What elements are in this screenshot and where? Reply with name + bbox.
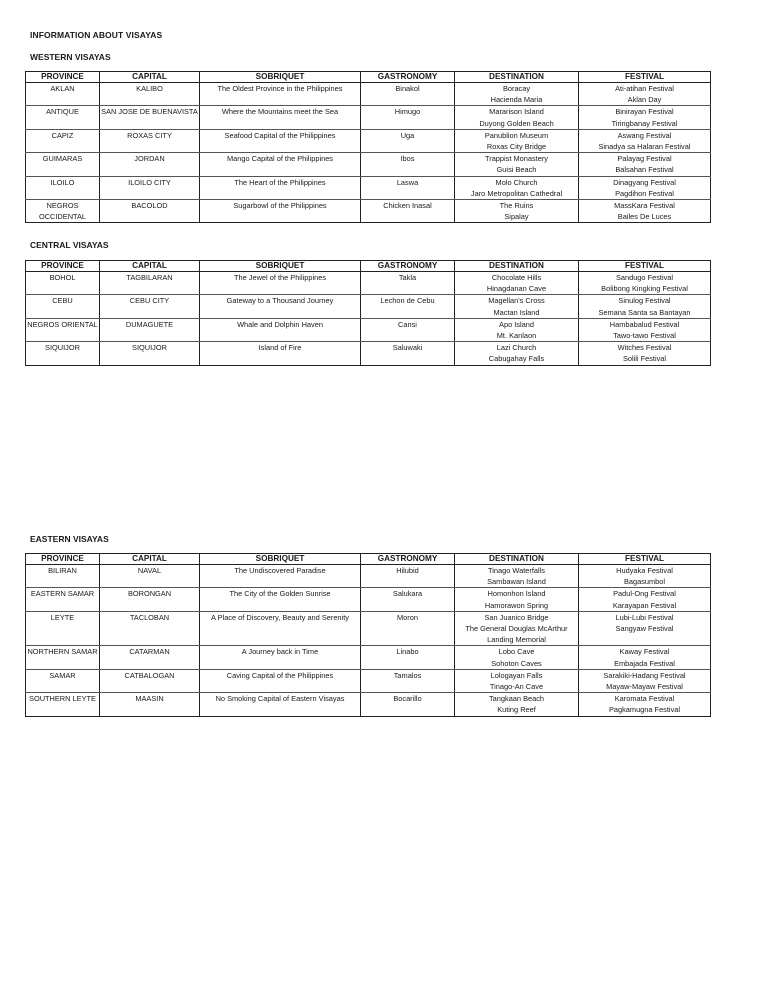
central-visayas-table [25, 260, 711, 366]
capital-cell: BORONGAN [100, 588, 200, 611]
province-cell: NEGROS OCCIDENTAL [26, 200, 100, 223]
column-header-gastronomy: GASTRONOMY [361, 554, 455, 565]
column-header-capital: CAPITAL [100, 72, 200, 83]
table-row [26, 342, 711, 365]
gastronomy-cell: Chicken Inasal [361, 200, 455, 223]
document-title: INFORMATION ABOUT VISAYAS [30, 30, 163, 40]
column-header-sobriquet: SOBRIQUET [200, 554, 361, 565]
festival-line: Bolibong Kingking Festival [601, 284, 688, 294]
capital-cell: ROXAS CITY [100, 129, 200, 152]
sobriquet-cell: No Smoking Capital of Eastern Visayas [200, 693, 361, 716]
table-row [26, 693, 711, 716]
festival-line: Aswang Festival [617, 130, 672, 140]
province-cell: SOUTHERN LEYTE [26, 693, 100, 716]
festival-line: Solili Festival [622, 354, 667, 364]
festival-line: Pagkamugna Festival [608, 705, 681, 715]
table-row [26, 200, 711, 223]
destination-line: Roxas City Bridge [486, 142, 547, 152]
sobriquet-cell: Mango Capital of the Philippines [200, 153, 361, 176]
destination-cell [455, 153, 579, 176]
table-row [26, 153, 711, 176]
column-header-province: PROVINCE [26, 554, 100, 565]
destination-cell [455, 106, 579, 129]
eastern-visayas-title: EASTERN VISAYAS [30, 534, 109, 544]
sobriquet-cell: Island of Fire [200, 342, 361, 365]
destination-line: Mt. Kanlaon [496, 331, 537, 341]
capital-cell: SIQUIJOR [100, 342, 200, 365]
table-row [26, 669, 711, 692]
destination-line: Sohoton Caves [491, 658, 542, 668]
destination-line: Homonhon Island [487, 589, 546, 599]
capital-cell: KALIBO [100, 83, 200, 106]
festival-line: Sangyaw Festival [615, 624, 674, 634]
destination-line: Duyong Golden Beach [479, 118, 554, 128]
festival-cell [579, 129, 711, 152]
column-header-capital: CAPITAL [100, 554, 200, 565]
capital-cell: TAGBILARAN [100, 272, 200, 295]
eastern-visayas-table [25, 553, 711, 717]
capital-cell: CATARMAN [100, 646, 200, 669]
festival-line: Sarakiki-Hadang Festival [603, 670, 686, 680]
festival-line: Dinagyang Festival [613, 177, 676, 187]
destination-line: Mararison Island [489, 107, 544, 117]
destination-line: Guisi Beach [496, 165, 537, 175]
gastronomy-cell: Cansi [361, 318, 455, 341]
capital-cell: TACLOBAN [100, 611, 200, 646]
destination-cell [455, 669, 579, 692]
festival-line: Lubi-Lubi Festival [615, 612, 674, 622]
festival-line: Sinadya sa Halaran Festival [598, 142, 691, 152]
gastronomy-cell: Binakol [361, 83, 455, 106]
gastronomy-cell: Lechon de Cebu [361, 295, 455, 318]
column-header-gastronomy: GASTRONOMY [361, 72, 455, 83]
festival-line: Tawo-tawo Festival [613, 331, 676, 341]
destination-line: Magellan's Cross [488, 296, 545, 306]
festival-cell [579, 669, 711, 692]
festival-line: Embajada Festival [614, 658, 675, 668]
capital-cell: SAN JOSE DE BUENAVISTA [100, 106, 200, 129]
capital-cell: MAASIN [100, 693, 200, 716]
capital-cell: CEBU CITY [100, 295, 200, 318]
central-visayas-title: CENTRAL VISAYAS [30, 240, 109, 250]
gastronomy-cell: Uga [361, 129, 455, 152]
festival-cell [579, 176, 711, 199]
festival-line: Kaway Festival [619, 647, 670, 657]
sobriquet-cell: A Place of Discovery, Beauty and Serenity [200, 611, 361, 646]
festival-line: Ati-atihan Festival [615, 84, 674, 93]
province-cell: BOHOL [26, 272, 100, 295]
column-header-province: PROVINCE [26, 72, 100, 83]
destination-line: Panublion Museum [484, 130, 549, 140]
column-header-festival: FESTIVAL [579, 261, 711, 272]
capital-cell: CATBALOGAN [100, 669, 200, 692]
column-header-destination: DESTINATION [455, 554, 579, 565]
province-cell: NEGROS ORIENTAL [26, 318, 100, 341]
table-header-row [26, 554, 711, 565]
festival-line: Semana Santa sa Bantayan [598, 307, 691, 317]
destination-cell [455, 565, 579, 588]
table-row [26, 611, 711, 646]
province-cell: BILIRAN [26, 565, 100, 588]
table-row [26, 565, 711, 588]
destination-cell [455, 611, 579, 646]
festival-cell [579, 106, 711, 129]
gastronomy-cell: Saluwaki [361, 342, 455, 365]
destination-line: The General Douglas McArthur [465, 624, 568, 634]
destination-line: Tinago Waterfalls [488, 566, 545, 575]
sobriquet-cell: Whale and Dolphin Haven [200, 318, 361, 341]
province-cell: GUIMARAS [26, 153, 100, 176]
column-header-sobriquet: SOBRIQUET [200, 72, 361, 83]
festival-cell [579, 200, 711, 223]
destination-line: Tangkaan Beach [488, 694, 545, 704]
gastronomy-cell: Laswa [361, 176, 455, 199]
festival-cell [579, 565, 711, 588]
sobriquet-cell: The City of the Golden Sunrise [200, 588, 361, 611]
festival-cell [579, 342, 711, 365]
table-row [26, 318, 711, 341]
destination-line: Sipalay [504, 212, 529, 222]
table-row [26, 272, 711, 295]
festival-cell [579, 588, 711, 611]
destination-cell [455, 200, 579, 223]
destination-cell [455, 176, 579, 199]
destination-line: Mactan Island [493, 307, 540, 317]
capital-cell: BACOLOD [100, 200, 200, 223]
destination-cell [455, 646, 579, 669]
destination-line: Hinagdanan Cave [486, 284, 547, 294]
province-cell: AKLAN [26, 83, 100, 106]
province-cell: CAPIZ [26, 129, 100, 152]
destination-line: Kuting Reef [497, 705, 536, 715]
gastronomy-cell: Himugo [361, 106, 455, 129]
table-row [26, 295, 711, 318]
destination-line: Hamorawon Spring [484, 600, 549, 610]
capital-cell: NAVAL [100, 565, 200, 588]
destination-line: Hacienda Maria [490, 95, 543, 105]
province-cell: SIQUIJOR [26, 342, 100, 365]
festival-cell [579, 318, 711, 341]
destination-cell [455, 342, 579, 365]
capital-cell: DUMAGUETE [100, 318, 200, 341]
sobriquet-cell: The Jewel of the Philippines [200, 272, 361, 295]
table-row [26, 176, 711, 199]
destination-cell [455, 588, 579, 611]
festival-line: Sinulog Festival [618, 296, 671, 306]
western-visayas-title: WESTERN VISAYAS [30, 52, 111, 62]
destination-line: Apo Island [499, 319, 534, 329]
destination-cell [455, 693, 579, 716]
sobriquet-cell: Seafood Capital of the Philippines [200, 129, 361, 152]
festival-line: Bailes De Luces [617, 212, 672, 222]
festival-cell [579, 295, 711, 318]
festival-line: Padul-Ong Festival [613, 589, 676, 599]
province-cell: EASTERN SAMAR [26, 588, 100, 611]
destination-cell [455, 129, 579, 152]
western-visayas-table [25, 71, 711, 223]
sobriquet-cell: The Oldest Province in the Philippines [200, 83, 361, 106]
destination-line: Lazi Church [496, 343, 537, 353]
column-header-sobriquet: SOBRIQUET [200, 261, 361, 272]
destination-line: Lobo Cave [498, 647, 535, 657]
festival-cell [579, 693, 711, 716]
gastronomy-cell: Moron [361, 611, 455, 646]
gastronomy-cell: Ibos [361, 153, 455, 176]
festival-cell [579, 646, 711, 669]
destination-line: San Juanico Bridge [484, 612, 549, 622]
column-header-festival: FESTIVAL [579, 72, 711, 83]
destination-line: Cabugahay Falls [488, 354, 545, 364]
capital-cell: JORDAN [100, 153, 200, 176]
table-row [26, 129, 711, 152]
festival-line: Palayag Festival [617, 154, 672, 164]
destination-line: Lologayan Falls [490, 670, 543, 680]
destination-line: Jaro Metropolitan Cathedral [470, 188, 563, 198]
destination-line: Landing Memorial [487, 635, 546, 645]
destination-line: Boracay [502, 84, 531, 93]
destination-line: Molo Church [495, 177, 538, 187]
gastronomy-cell: Salukara [361, 588, 455, 611]
province-cell: ANTIQUE [26, 106, 100, 129]
festival-line: Balsahan Festival [615, 165, 674, 175]
province-cell: SAMAR [26, 669, 100, 692]
table-row [26, 106, 711, 129]
destination-cell [455, 295, 579, 318]
festival-line: Pagdihon Festival [615, 188, 674, 198]
sobriquet-cell: The Undiscovered Paradise [200, 565, 361, 588]
destination-line: Trappist Monastery [485, 154, 548, 164]
gastronomy-cell: Bocarillo [361, 693, 455, 716]
festival-line: Aklan Day [627, 95, 662, 105]
festival-line: Bagasumbol [623, 577, 666, 587]
capital-cell: ILOILO CITY [100, 176, 200, 199]
sobriquet-cell: The Heart of the Philippines [200, 176, 361, 199]
sobriquet-cell: A Journey back in Time [200, 646, 361, 669]
province-cell: NORTHERN SAMAR [26, 646, 100, 669]
column-header-capital: CAPITAL [100, 261, 200, 272]
destination-line: Tinago-An Cave [489, 682, 544, 692]
table-header-row [26, 72, 711, 83]
festival-line: Mayaw-Mayaw Festival [606, 682, 683, 692]
festival-line: Hambabalud Festival [609, 319, 680, 329]
destination-cell [455, 318, 579, 341]
gastronomy-cell: Tamalos [361, 669, 455, 692]
sobriquet-cell: Caving Capital of the Philippines [200, 669, 361, 692]
province-cell: LEYTE [26, 611, 100, 646]
gastronomy-cell: Hilubid [361, 565, 455, 588]
table-row [26, 646, 711, 669]
province-cell: CEBU [26, 295, 100, 318]
province-cell: ILOILO [26, 176, 100, 199]
column-header-festival: FESTIVAL [579, 554, 711, 565]
festival-line: Binirayan Festival [615, 107, 674, 117]
festival-line: Karomata Festival [614, 694, 675, 704]
destination-line: Sambawan Island [487, 577, 546, 587]
festival-cell [579, 153, 711, 176]
festival-line: Tiringbanay Festival [611, 118, 678, 128]
destination-line: Chocolate Hills [491, 273, 542, 282]
festival-line: Witches Festival [617, 343, 672, 353]
table-row [26, 83, 711, 106]
column-header-destination: DESTINATION [455, 72, 579, 83]
festival-line: MassKara Festival [614, 201, 675, 211]
column-header-destination: DESTINATION [455, 261, 579, 272]
column-header-gastronomy: GASTRONOMY [361, 261, 455, 272]
sobriquet-cell: Where the Mountains meet the Sea [200, 106, 361, 129]
sobriquet-cell: Gateway to a Thousand Journey [200, 295, 361, 318]
festival-line: Karayapan Festival [612, 600, 677, 610]
destination-line: The Ruins [499, 201, 534, 211]
festival-line: Hudyaka Festival [616, 566, 673, 575]
table-header-row [26, 261, 711, 272]
sobriquet-cell: Sugarbowl of the Philippines [200, 200, 361, 223]
gastronomy-cell: Linabo [361, 646, 455, 669]
gastronomy-cell: Takla [361, 272, 455, 295]
table-row [26, 588, 711, 611]
festival-line: Sandugo Festival [615, 273, 674, 282]
destination-cell [455, 272, 579, 295]
destination-cell [455, 83, 579, 106]
festival-cell [579, 272, 711, 295]
festival-cell [579, 83, 711, 106]
column-header-province: PROVINCE [26, 261, 100, 272]
festival-cell [579, 611, 711, 646]
